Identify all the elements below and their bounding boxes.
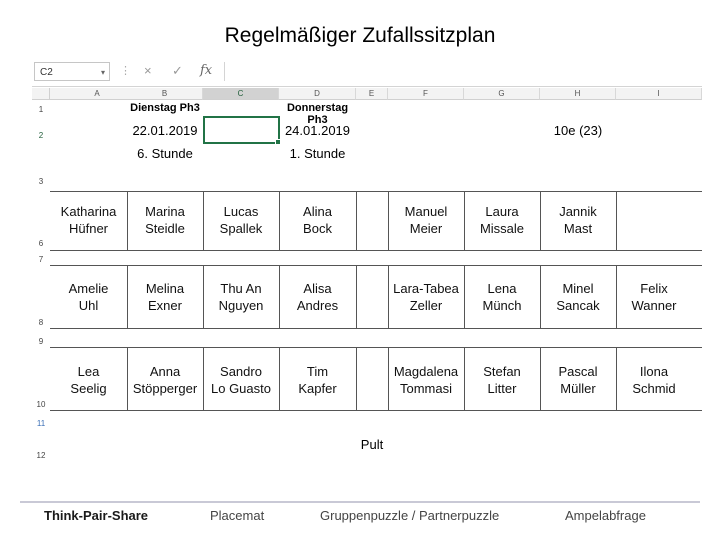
enter-icon[interactable]: ✓ [172, 63, 183, 78]
spreadsheet [32, 58, 702, 470]
seat-cell[interactable]: Ilona Schmid [632, 364, 676, 396]
grid-line [50, 328, 702, 329]
row-header-6[interactable]: 6 [38, 239, 44, 248]
row-header-9[interactable]: 9 [38, 337, 44, 346]
class-cell[interactable]: 10e (23) [553, 123, 603, 138]
column-header-i[interactable]: I [616, 88, 702, 100]
seat-cell[interactable]: Felix Wanner [631, 281, 677, 313]
seat-cell[interactable]: Lara-Tabea Zeller [393, 281, 459, 313]
row-header-10[interactable]: 10 [36, 400, 46, 409]
date1-cell[interactable]: 22.01.2019 [132, 123, 198, 138]
fill-handle[interactable] [275, 139, 281, 145]
column-header-f[interactable]: F [388, 88, 464, 100]
grid-line [356, 191, 357, 250]
period2-cell[interactable]: 1. Stunde [289, 146, 346, 161]
footer-divider [20, 501, 700, 503]
seat-cell[interactable]: Thu An Nguyen [218, 281, 264, 313]
function-icon[interactable]: fx [200, 63, 213, 78]
drag-handle-icon[interactable]: ⋮ [120, 65, 131, 77]
seat-cell[interactable]: Pascal Müller [558, 364, 598, 396]
seat-cell[interactable]: Minel Sancak [556, 281, 600, 313]
grid-line [50, 347, 702, 348]
grid-line [50, 250, 702, 251]
row-header-8[interactable]: 8 [38, 318, 44, 327]
row-header-12[interactable]: 12 [36, 451, 46, 460]
grid-line [356, 265, 357, 328]
formula-bar [32, 58, 702, 87]
seat-cell[interactable]: Anna Stöpperger [132, 364, 198, 396]
column-header-g[interactable]: G [464, 88, 540, 100]
cancel-icon[interactable]: × [144, 63, 152, 78]
row-header-7[interactable]: 7 [38, 255, 44, 264]
seat-cell[interactable]: Katharina Hüfner [60, 204, 117, 236]
day1-label: Dienstag Ph3 [130, 102, 200, 114]
footer-link-ampelabfrage[interactable]: Ampelabfrage [565, 508, 646, 523]
seat-cell[interactable]: Magdalena Tommasi [393, 364, 459, 396]
selected-cell-c2[interactable] [203, 116, 280, 144]
footer-link-placemat[interactable]: Placemat [210, 508, 265, 523]
row-header-11[interactable]: 11 [36, 419, 46, 428]
period1-cell[interactable]: 6. Stunde [137, 146, 193, 161]
seat-cell[interactable]: Tim Kapfer [298, 364, 337, 396]
seat-cell[interactable]: Lena Münch [482, 281, 522, 313]
date2-cell[interactable]: 24.01.2019 [284, 123, 351, 138]
formula-input[interactable] [224, 62, 701, 81]
seat-cell[interactable]: Sandro Lo Guasto [211, 364, 271, 396]
column-header-d[interactable]: D [279, 88, 356, 100]
seat-cell[interactable]: Amelie Uhl [68, 281, 109, 313]
column-header-a[interactable]: A [50, 88, 145, 100]
column-header-e[interactable]: E [356, 88, 388, 100]
name-box[interactable]: C2 ▾ [34, 62, 110, 81]
seat-cell[interactable]: Jannik Mast [559, 204, 597, 236]
seat-cell[interactable]: Stefan Litter [483, 364, 521, 396]
column-header-c[interactable]: C [203, 88, 279, 100]
grid-line [50, 410, 702, 411]
seat-cell[interactable]: Lea Seelig [70, 364, 107, 396]
seat-cell[interactable]: Melina Exner [145, 281, 185, 313]
grid-line [50, 191, 702, 192]
seat-cell[interactable]: Alisa Andres [296, 281, 339, 313]
select-all-corner[interactable] [32, 88, 50, 100]
seat-cell[interactable]: Laura Missale [479, 204, 525, 236]
column-header-b[interactable]: B [127, 88, 203, 100]
day2-label: Donnerstag Ph3 [286, 102, 349, 126]
row-header-2[interactable]: 2 [38, 131, 44, 140]
teacher-desk-label[interactable]: Pult [360, 437, 384, 452]
chevron-down-icon[interactable]: ▾ [100, 68, 105, 77]
seat-cell[interactable]: Manuel Meier [404, 204, 448, 236]
footer-link-think-pair-share[interactable]: Think-Pair-Share [44, 508, 149, 523]
grid-line [356, 347, 357, 410]
row-header-1[interactable]: 1 [38, 105, 44, 114]
seat-cell[interactable]: Lucas Spallek [219, 204, 263, 236]
column-header-h[interactable]: H [540, 88, 616, 100]
grid-line [50, 265, 702, 266]
grid-line [616, 191, 617, 250]
seat-cell[interactable]: Marina Steidle [145, 204, 185, 236]
row-header-3[interactable]: 3 [38, 177, 44, 186]
seat-cell[interactable]: Alina Bock [303, 204, 332, 236]
slide-title: Regelmäßiger Zufallssitzplan [224, 24, 496, 47]
footer-link-gruppenpuzzle[interactable]: Gruppenpuzzle / Partnerpuzzle [320, 508, 500, 523]
